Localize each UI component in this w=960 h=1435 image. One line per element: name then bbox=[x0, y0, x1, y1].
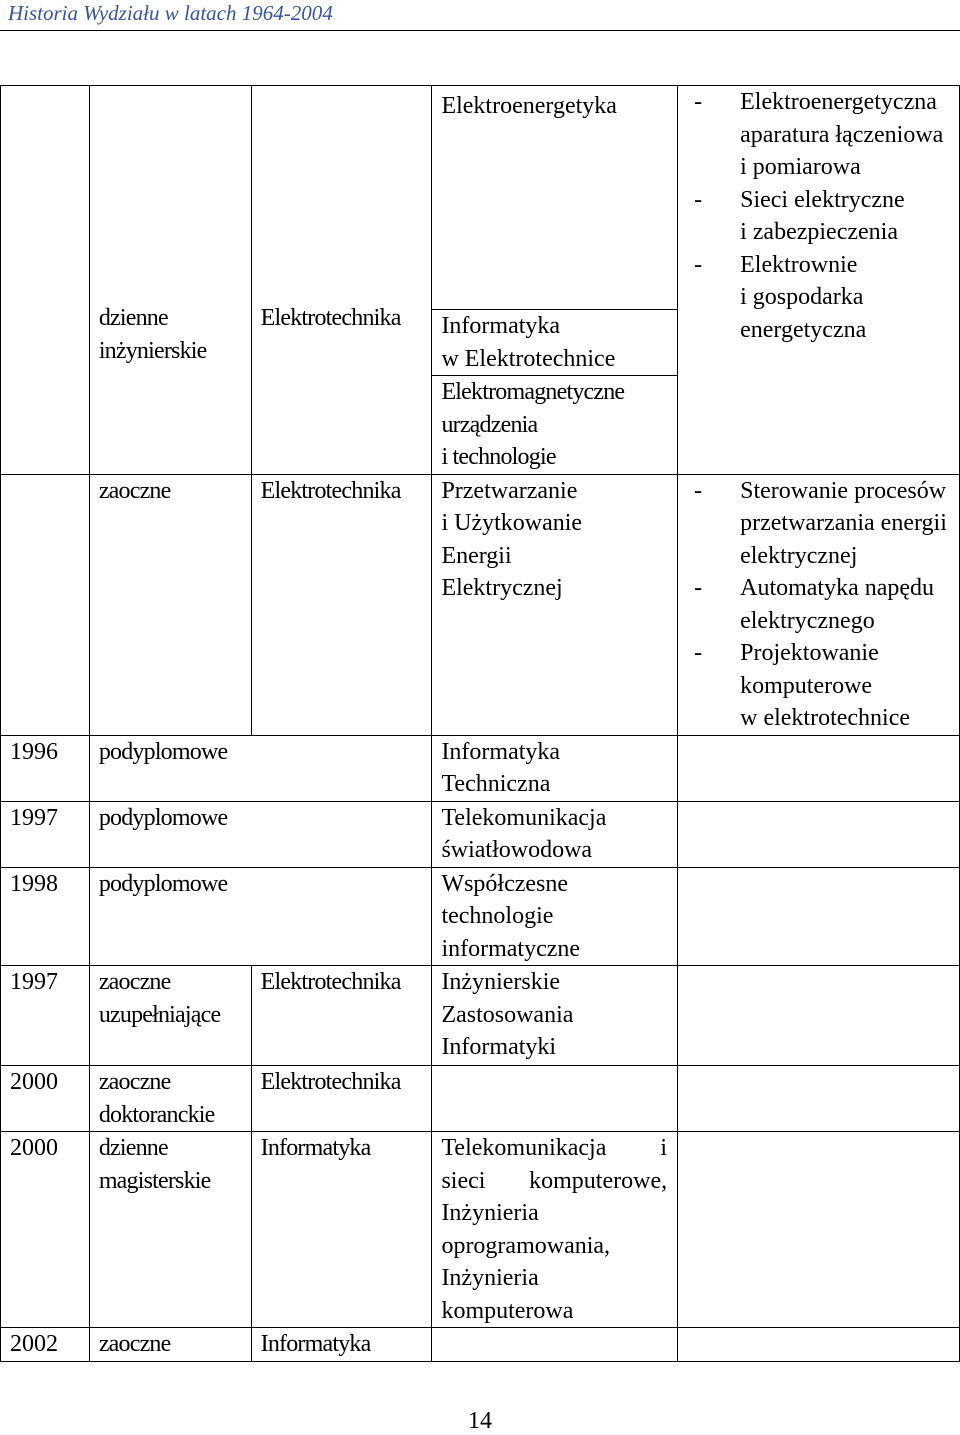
study-type-text: dzienne inżynierskie bbox=[98, 305, 207, 364]
year-cell bbox=[1, 86, 90, 475]
list-item-text: Sterowanie procesów przetwarzania energii elektrycznej bbox=[740, 477, 947, 569]
year-text: 1997 bbox=[10, 804, 58, 831]
bullet-dash: - bbox=[694, 89, 703, 115]
list-item-text: Sieci elektryczne i zabezpieczenia bbox=[740, 186, 905, 245]
year-cell bbox=[1, 1066, 90, 1132]
study-type-cell bbox=[89, 735, 432, 801]
list-item bbox=[687, 475, 959, 573]
year-text: 1998 bbox=[10, 870, 58, 897]
study-type-cell bbox=[89, 1328, 251, 1362]
year-text: 2000 bbox=[10, 1069, 58, 1095]
studies-table bbox=[0, 85, 960, 1362]
bullet-dash: - bbox=[694, 640, 703, 666]
specialization-cell bbox=[432, 310, 678, 376]
field-text: Informatyka bbox=[260, 1135, 371, 1161]
field-cell bbox=[251, 86, 432, 475]
study-type-cell bbox=[89, 474, 251, 735]
subspecialization-cell bbox=[678, 801, 960, 867]
subspecialization-cell bbox=[678, 867, 960, 966]
specialization-cell bbox=[432, 867, 678, 966]
specialization-text: Informatyka Techniczna bbox=[441, 738, 561, 797]
page-header bbox=[0, 0, 960, 31]
table-row bbox=[1, 966, 960, 1066]
year-cell bbox=[1, 1132, 90, 1328]
year-text: 1996 bbox=[10, 738, 58, 765]
field-text: Informatyka bbox=[260, 1331, 371, 1357]
bullet-dash: - bbox=[694, 251, 703, 278]
table-row bbox=[1, 801, 960, 867]
year-text: 1997 bbox=[10, 969, 58, 995]
field-cell bbox=[251, 474, 432, 735]
study-type-text: podyplomowe bbox=[98, 738, 228, 765]
list-item bbox=[687, 184, 959, 249]
field-cell bbox=[251, 1328, 432, 1362]
table-row bbox=[1, 1066, 960, 1132]
list-item bbox=[687, 572, 959, 637]
page-header-title: Historia Wydziału w latach 1964-2004 bbox=[8, 1, 333, 25]
study-type-text: podyplomowe bbox=[98, 804, 228, 831]
list-item-text: Automatyka napędu elektrycznego bbox=[740, 575, 935, 634]
specialization-text: Elektromagnetyczne urządzenia i technologie bbox=[441, 379, 625, 470]
list-item-text: Elektroenergetyczna aparatura łączeniowa i pomiarowa bbox=[740, 89, 944, 180]
specialization-cell bbox=[432, 1066, 678, 1132]
specialization-cell bbox=[432, 735, 678, 801]
subspecialization-cell bbox=[678, 474, 960, 735]
specialization-cell bbox=[432, 1132, 678, 1328]
bullet-dash: - bbox=[694, 477, 703, 504]
study-type-text: podyplomowe bbox=[98, 870, 228, 897]
subspecialization-cell bbox=[678, 966, 960, 1066]
year-cell bbox=[1, 966, 90, 1066]
year-cell bbox=[1, 801, 90, 867]
specialization-cell bbox=[432, 801, 678, 867]
specialization-text: Informatyka w Elektrotechnice bbox=[441, 313, 616, 372]
year-cell bbox=[1, 735, 90, 801]
specialization-cell bbox=[432, 966, 678, 1066]
list-item bbox=[687, 86, 959, 184]
specialization-text: Telekomunikacja i sieci komputerowe, Inżynieria oprogramowania, Inżynieria komputerowa bbox=[441, 1135, 668, 1324]
specialization-text: Współczesne technologie informatyczne bbox=[441, 870, 581, 962]
specialization-text: Przetwarzanie i Użytkowanie Energii Elektrycznej bbox=[441, 477, 583, 601]
study-type-text: zaoczne doktoranckie bbox=[98, 1069, 215, 1128]
study-type-cell bbox=[89, 801, 432, 867]
specialization-text: Inżynierskie Zastosowania Informatyki bbox=[441, 969, 574, 1060]
field-text: Elektrotechnika bbox=[260, 305, 401, 331]
study-type-text: zaoczne bbox=[98, 477, 171, 504]
list-item-text: Elektrownie i gospodarka energetyczna bbox=[740, 251, 867, 343]
specialization-text: Elektroenergetyka bbox=[441, 93, 617, 119]
year-cell bbox=[1, 1328, 90, 1362]
list-item-text: Projektowanie komputerowe w elektrotechnice bbox=[740, 640, 911, 731]
study-type-cell bbox=[89, 86, 251, 475]
study-type-text: zaoczne uzupełniające bbox=[98, 969, 221, 1028]
list-item bbox=[687, 637, 959, 735]
field-text: Elektrotechnika bbox=[260, 477, 401, 504]
table-row bbox=[1, 1132, 960, 1328]
bullet-dash: - bbox=[694, 186, 703, 213]
specialization-cell bbox=[432, 1328, 678, 1362]
field-cell bbox=[251, 966, 432, 1066]
subspecialization-cell bbox=[678, 1066, 960, 1132]
table-row bbox=[1, 867, 960, 966]
specialization-cell bbox=[432, 474, 678, 735]
table-row bbox=[1, 735, 960, 801]
field-cell bbox=[251, 1066, 432, 1132]
year-cell bbox=[1, 867, 90, 966]
study-type-cell bbox=[89, 966, 251, 1066]
study-type-cell bbox=[89, 867, 432, 966]
specialization-cell bbox=[432, 86, 678, 310]
study-type-text: dzienne magisterskie bbox=[98, 1135, 211, 1194]
specialization-cell bbox=[432, 376, 678, 475]
study-type-text: zaoczne bbox=[98, 1331, 171, 1357]
study-type-cell bbox=[89, 1132, 251, 1328]
subspecialization-cell bbox=[678, 1328, 960, 1362]
year-text: 2000 bbox=[10, 1135, 58, 1161]
bullet-dash: - bbox=[694, 575, 703, 601]
field-cell bbox=[251, 1132, 432, 1328]
page-number: 14 bbox=[468, 1408, 492, 1434]
field-text: Elektrotechnika bbox=[260, 1069, 401, 1095]
table-row bbox=[1, 86, 960, 310]
list-item bbox=[687, 249, 959, 347]
field-text: Elektrotechnika bbox=[260, 969, 401, 995]
subspecialization-cell bbox=[678, 735, 960, 801]
year-text: 2002 bbox=[10, 1331, 58, 1357]
table-row bbox=[1, 1328, 960, 1362]
study-type-cell bbox=[89, 1066, 251, 1132]
subspecialization-cell bbox=[678, 86, 960, 475]
specialization-text: Telekomunikacja światłowodowa bbox=[441, 804, 607, 863]
year-cell bbox=[1, 474, 90, 735]
subspecialization-cell bbox=[678, 1132, 960, 1328]
table-row bbox=[1, 474, 960, 735]
